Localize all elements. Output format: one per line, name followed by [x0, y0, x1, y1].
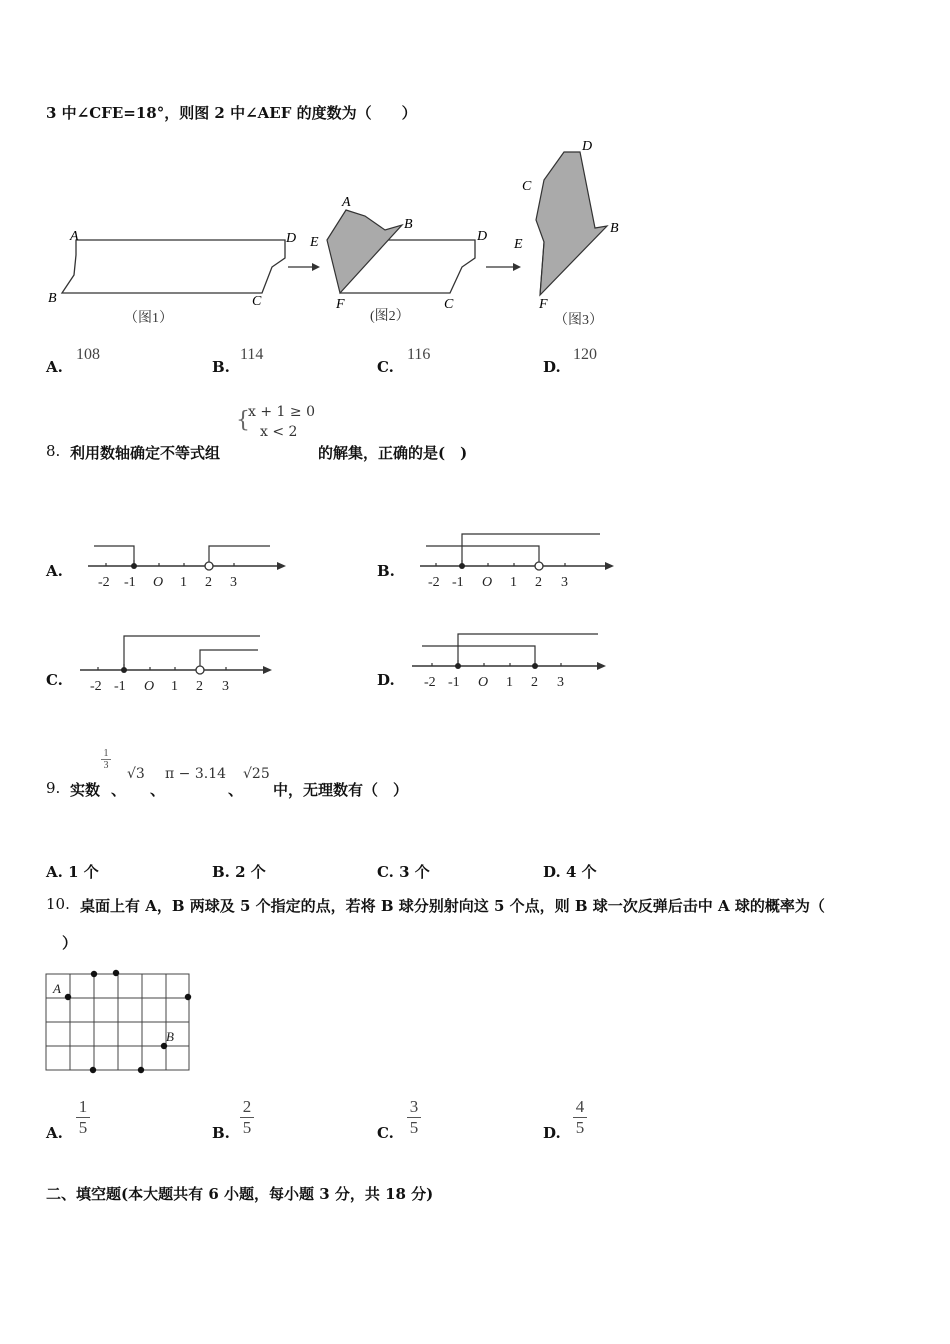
q9-sep-3: 、: [228, 781, 244, 799]
q9-prefix: 实数: [70, 781, 101, 799]
q8-option-d-label[interactable]: D.: [377, 671, 395, 689]
q8-stem-before: 利用数轴确定不等式组: [70, 444, 221, 462]
q9-option-d[interactable]: D. 4 个: [543, 863, 597, 881]
q10-option-d-frac: 4 5: [573, 1098, 587, 1137]
q8-brace: {: [236, 408, 250, 433]
q8-option-b-label[interactable]: B.: [377, 562, 395, 580]
fig3-caption: （图3）: [554, 313, 603, 328]
svg-text:-1: -1: [124, 575, 136, 590]
fig1-label-d: D: [286, 231, 297, 246]
q10-number: 10.: [46, 895, 70, 913]
q9-item3: π − 3.14: [165, 766, 227, 782]
svg-text:1: 1: [171, 679, 178, 694]
q7-option-a-value: 108: [76, 346, 100, 363]
svg-text:-2: -2: [428, 575, 440, 590]
q7-option-b-value: 114: [240, 346, 264, 363]
q8-numberline-b[interactable]: [412, 530, 622, 590]
q7-option-b-label[interactable]: B.: [212, 358, 230, 376]
q10-stem: 桌面上有 A，B 两球及 5 个指定的点，若将 B 球分别射向这 5 个点，则 B 球一次反弹后击中 A 球的概率为（: [80, 897, 825, 915]
q10-option-b-label[interactable]: B.: [212, 1124, 230, 1142]
svg-text:3: 3: [561, 575, 568, 590]
svg-text:O: O: [144, 679, 155, 694]
q8-system: [236, 404, 320, 444]
ball-a: [65, 994, 71, 1000]
fig1-label-a: A: [70, 229, 79, 244]
fig1-label-c: C: [252, 294, 262, 309]
svg-text:3: 3: [230, 575, 237, 590]
svg-text:1: 1: [506, 675, 513, 690]
svg-text:O: O: [482, 575, 493, 590]
q8-numberline-a[interactable]: [80, 536, 300, 592]
q9-number: 9.: [46, 779, 61, 797]
q8-option-c-label[interactable]: C.: [46, 671, 63, 689]
svg-text:1: 1: [510, 575, 517, 590]
q8-system-line2: x < 2: [260, 424, 298, 440]
q10-option-b-frac: 2 5: [240, 1098, 254, 1137]
q9-sep-2: 、: [150, 781, 166, 799]
fig1: [62, 240, 285, 293]
svg-text:B: B: [404, 217, 413, 232]
svg-text:B: B: [610, 221, 619, 236]
q10-option-d-label[interactable]: D.: [543, 1124, 561, 1142]
q9-option-a[interactable]: A. 1 个: [46, 863, 99, 881]
section-2-title: 二、填空题(本大题共有 6 小题，每小题 3 分，共 18 分): [46, 1185, 434, 1203]
svg-text:1: 1: [180, 575, 187, 590]
svg-text:D: D: [477, 229, 488, 244]
q10-option-a-label[interactable]: A.: [46, 1124, 63, 1142]
q7-option-a-label[interactable]: A.: [46, 358, 63, 376]
q9-item4: √25: [243, 766, 270, 782]
svg-text:O: O: [478, 675, 489, 690]
q8-number: 8.: [46, 442, 61, 460]
svg-text:A: A: [342, 195, 351, 210]
svg-text:D: D: [582, 139, 593, 154]
q7-option-c-value: 116: [407, 346, 431, 363]
fig1-label-b: B: [48, 291, 57, 306]
q9-option-c[interactable]: C. 3 个: [377, 863, 430, 881]
svg-text:F: F: [539, 297, 548, 312]
svg-text:F: F: [336, 297, 345, 312]
ball-b-label: B: [166, 1029, 174, 1044]
svg-text:2: 2: [196, 679, 203, 694]
fig3: [536, 152, 607, 295]
q8-option-a-label[interactable]: A.: [46, 562, 63, 580]
fig2-caption: (图2）: [370, 309, 410, 324]
svg-text:-2: -2: [98, 575, 110, 590]
svg-text:-1: -1: [114, 679, 126, 694]
q8-stem-after: 的解集，正确的是( ): [318, 444, 468, 462]
fig2: [327, 210, 475, 293]
fig1-caption: （图1）: [124, 311, 173, 326]
q8-numberline-d[interactable]: [408, 628, 618, 690]
q10-option-a-frac: 1 5: [76, 1098, 90, 1137]
svg-text:2: 2: [531, 675, 538, 690]
q10-stem-end: ）: [62, 934, 78, 952]
q7-figure: [40, 130, 640, 335]
svg-text:E: E: [514, 237, 523, 252]
q7-option-d-label[interactable]: D.: [543, 358, 561, 376]
q10-option-c-frac: 3 5: [407, 1098, 421, 1137]
q9-item2: √3: [127, 766, 145, 782]
svg-text:E: E: [310, 235, 319, 250]
svg-text:-1: -1: [448, 675, 460, 690]
q8-numberline-c[interactable]: [76, 632, 286, 694]
svg-text:C: C: [444, 297, 454, 312]
svg-text:O: O: [153, 575, 164, 590]
q9-item1-frac: 1 3: [101, 748, 111, 771]
svg-text:2: 2: [205, 575, 212, 590]
q9-sep-1: 、: [111, 781, 127, 799]
svg-text:-1: -1: [452, 575, 464, 590]
q10-option-c-label[interactable]: C.: [377, 1124, 394, 1142]
q9-option-b[interactable]: B. 2 个: [212, 863, 266, 881]
q8-system-line1: x + 1 ≥ 0: [248, 404, 315, 420]
svg-text:3: 3: [222, 679, 229, 694]
q10-grid-figure: [42, 966, 196, 1078]
q7-option-c-label[interactable]: C.: [377, 358, 394, 376]
svg-text:2: 2: [535, 575, 542, 590]
svg-text:-2: -2: [424, 675, 436, 690]
svg-text:C: C: [522, 179, 532, 194]
q7-stem: 3 中∠CFE=18°，则图 2 中∠AEF 的度数为（ ）: [46, 104, 417, 122]
ball-a-label: A: [53, 981, 61, 996]
q9-suffix: 中，无理数有（ ）: [273, 781, 409, 799]
svg-text:3: 3: [557, 675, 564, 690]
q7-option-d-value: 120: [573, 346, 597, 363]
svg-text:-2: -2: [90, 679, 102, 694]
